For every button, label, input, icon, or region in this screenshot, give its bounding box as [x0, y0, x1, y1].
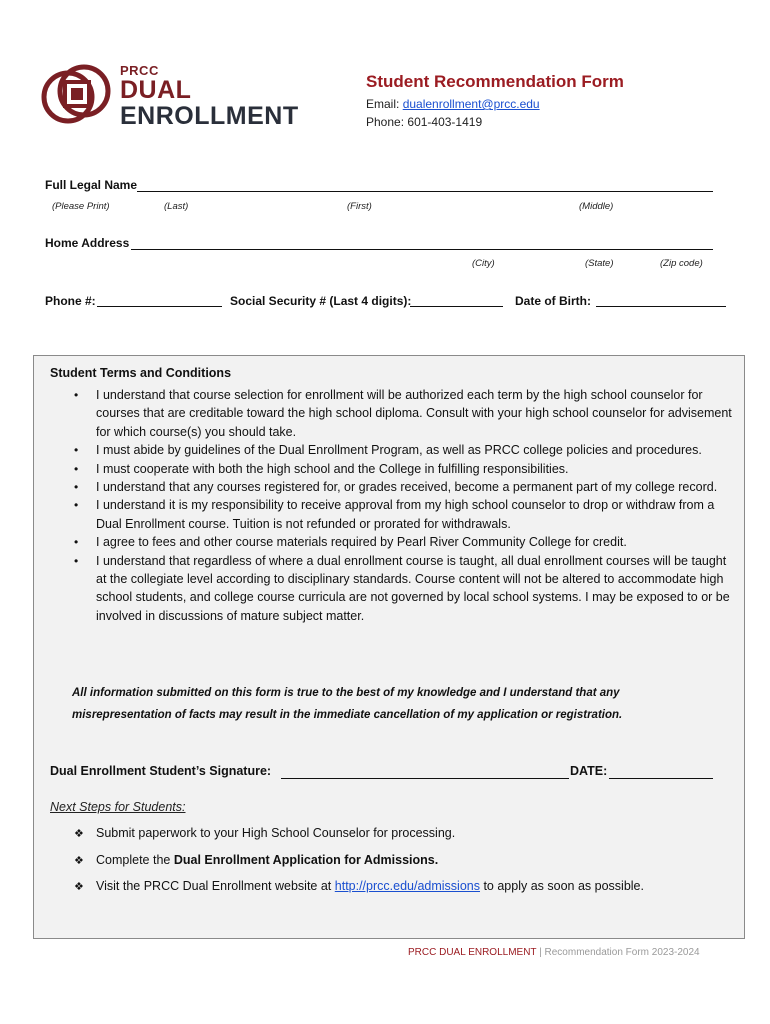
phone-contact-number: 601-403-1419: [407, 115, 483, 129]
affirmation-text: All information submitted on this form is true to the best of my knowledge and I understand that any misrepresentation of facts may result in the immediate cancellation of my application or registration.: [72, 687, 623, 721]
signature-input[interactable]: [281, 778, 569, 779]
footer-brand: PRCC DUAL ENROLLMENT: [408, 947, 537, 958]
step3-suffix: to apply as soon as possible.: [479, 879, 644, 893]
dob-label: Date of Birth:: [515, 294, 591, 308]
step-visit-website: [74, 879, 644, 893]
step2-prefix: Complete the: [96, 853, 174, 867]
terms-item: • I understand that any courses registered for, or grades received, become a permanent part of my college record.: [50, 478, 740, 496]
home-address-input[interactable]: [131, 249, 713, 250]
phone-input[interactable]: [97, 306, 222, 307]
terms-item: • I understand that course selection for enrollment will be authorized each term by the high school counselor for courses that are creditable toward the high school diploma. Consult with your high school counselor for advisement for which course(s) you should take.: [50, 386, 740, 441]
dob-input[interactable]: [596, 306, 726, 307]
logo-emblem-icon: [40, 58, 120, 132]
terms-list: [50, 386, 740, 625]
terms-item: • I agree to fees and other course materials required by Pearl River Community College for credit.: [50, 533, 740, 551]
form-title: Student Recommendation Form: [366, 72, 624, 91]
logo-enrollment-text: ENROLLMENT: [120, 102, 299, 130]
prcc-logo: [40, 58, 340, 132]
ssn-input[interactable]: [410, 306, 503, 307]
step3-prefix: Visit the PRCC Dual Enrollment website at: [96, 879, 335, 893]
hint-last: (Last): [164, 201, 189, 212]
hint-first: (First): [347, 201, 372, 212]
terms-item: • I must cooperate with both the high school and the College in fulfilling responsibilities.: [50, 460, 740, 478]
footer-separator: |: [536, 947, 545, 958]
phone-label: Phone #:: [45, 294, 96, 308]
date-input[interactable]: [609, 778, 713, 779]
terms-item: • I understand it is my responsibility to receive approval from my high school counselor to drop or withdraw from a Dual Enrollment course. Tuition is not refunded or prorated for withdrawals.: [50, 496, 740, 533]
terms-title: Student Terms and Conditions: [50, 366, 232, 380]
phone-line: [366, 115, 482, 129]
diamond-bullet-icon: ❖: [74, 828, 84, 840]
hint-zip: (Zip code): [660, 258, 703, 269]
admissions-link[interactable]: http://prcc.edu/admissions: [334, 879, 480, 893]
logo-prcc-text: PRCC: [120, 63, 159, 78]
email-link[interactable]: dualenrollment@prcc.edu: [402, 97, 540, 111]
email-line: [366, 97, 540, 111]
home-address-label: Home Address: [45, 236, 130, 250]
ssn-label: Social Security # (Last 4 digits):: [230, 294, 412, 308]
terms-item: • I must abide by guidelines of the Dual Enrollment Program, as well as PRCC college policies and procedures.: [50, 441, 740, 459]
step2-bold: Dual Enrollment Application for Admissions.: [173, 853, 439, 867]
hint-city: (City): [472, 258, 495, 269]
diamond-bullet-icon: ❖: [74, 881, 84, 893]
step-submit-paperwork: [74, 826, 455, 840]
page-footer: [408, 947, 700, 958]
step-complete-application: [74, 853, 438, 867]
full-name-label: Full Legal Name: [45, 178, 138, 192]
hint-please-print: (Please Print): [52, 201, 110, 212]
hint-middle: (Middle): [579, 201, 614, 212]
step1-text: Submit paperwork to your High School Counselor for processing.: [96, 826, 456, 840]
terms-item: • I understand that regardless of where a dual enrollment course is taught, all dual enrollment courses will be taught at the collegiate level according to disciplinary standards. Course content will not be altered to accommodate high school students, and college course curricula are not governed by local school systems. I may be exposed to or be involved in discussions of mature subject matter.: [50, 552, 740, 626]
date-label: DATE:: [570, 764, 608, 778]
full-name-input[interactable]: [137, 191, 713, 192]
diamond-bullet-icon: ❖: [74, 855, 84, 867]
email-label: Email:: [366, 97, 400, 111]
phone-contact-label: Phone:: [366, 115, 405, 129]
hint-state: (State): [585, 258, 614, 269]
logo-dual-text: DUAL: [120, 76, 192, 104]
signature-label: Dual Enrollment Student’s Signature:: [50, 764, 272, 778]
terms-box: [33, 355, 745, 939]
footer-text: Recommendation Form 2023-2024: [544, 947, 700, 958]
next-steps-title: Next Steps for Students:: [50, 800, 186, 814]
